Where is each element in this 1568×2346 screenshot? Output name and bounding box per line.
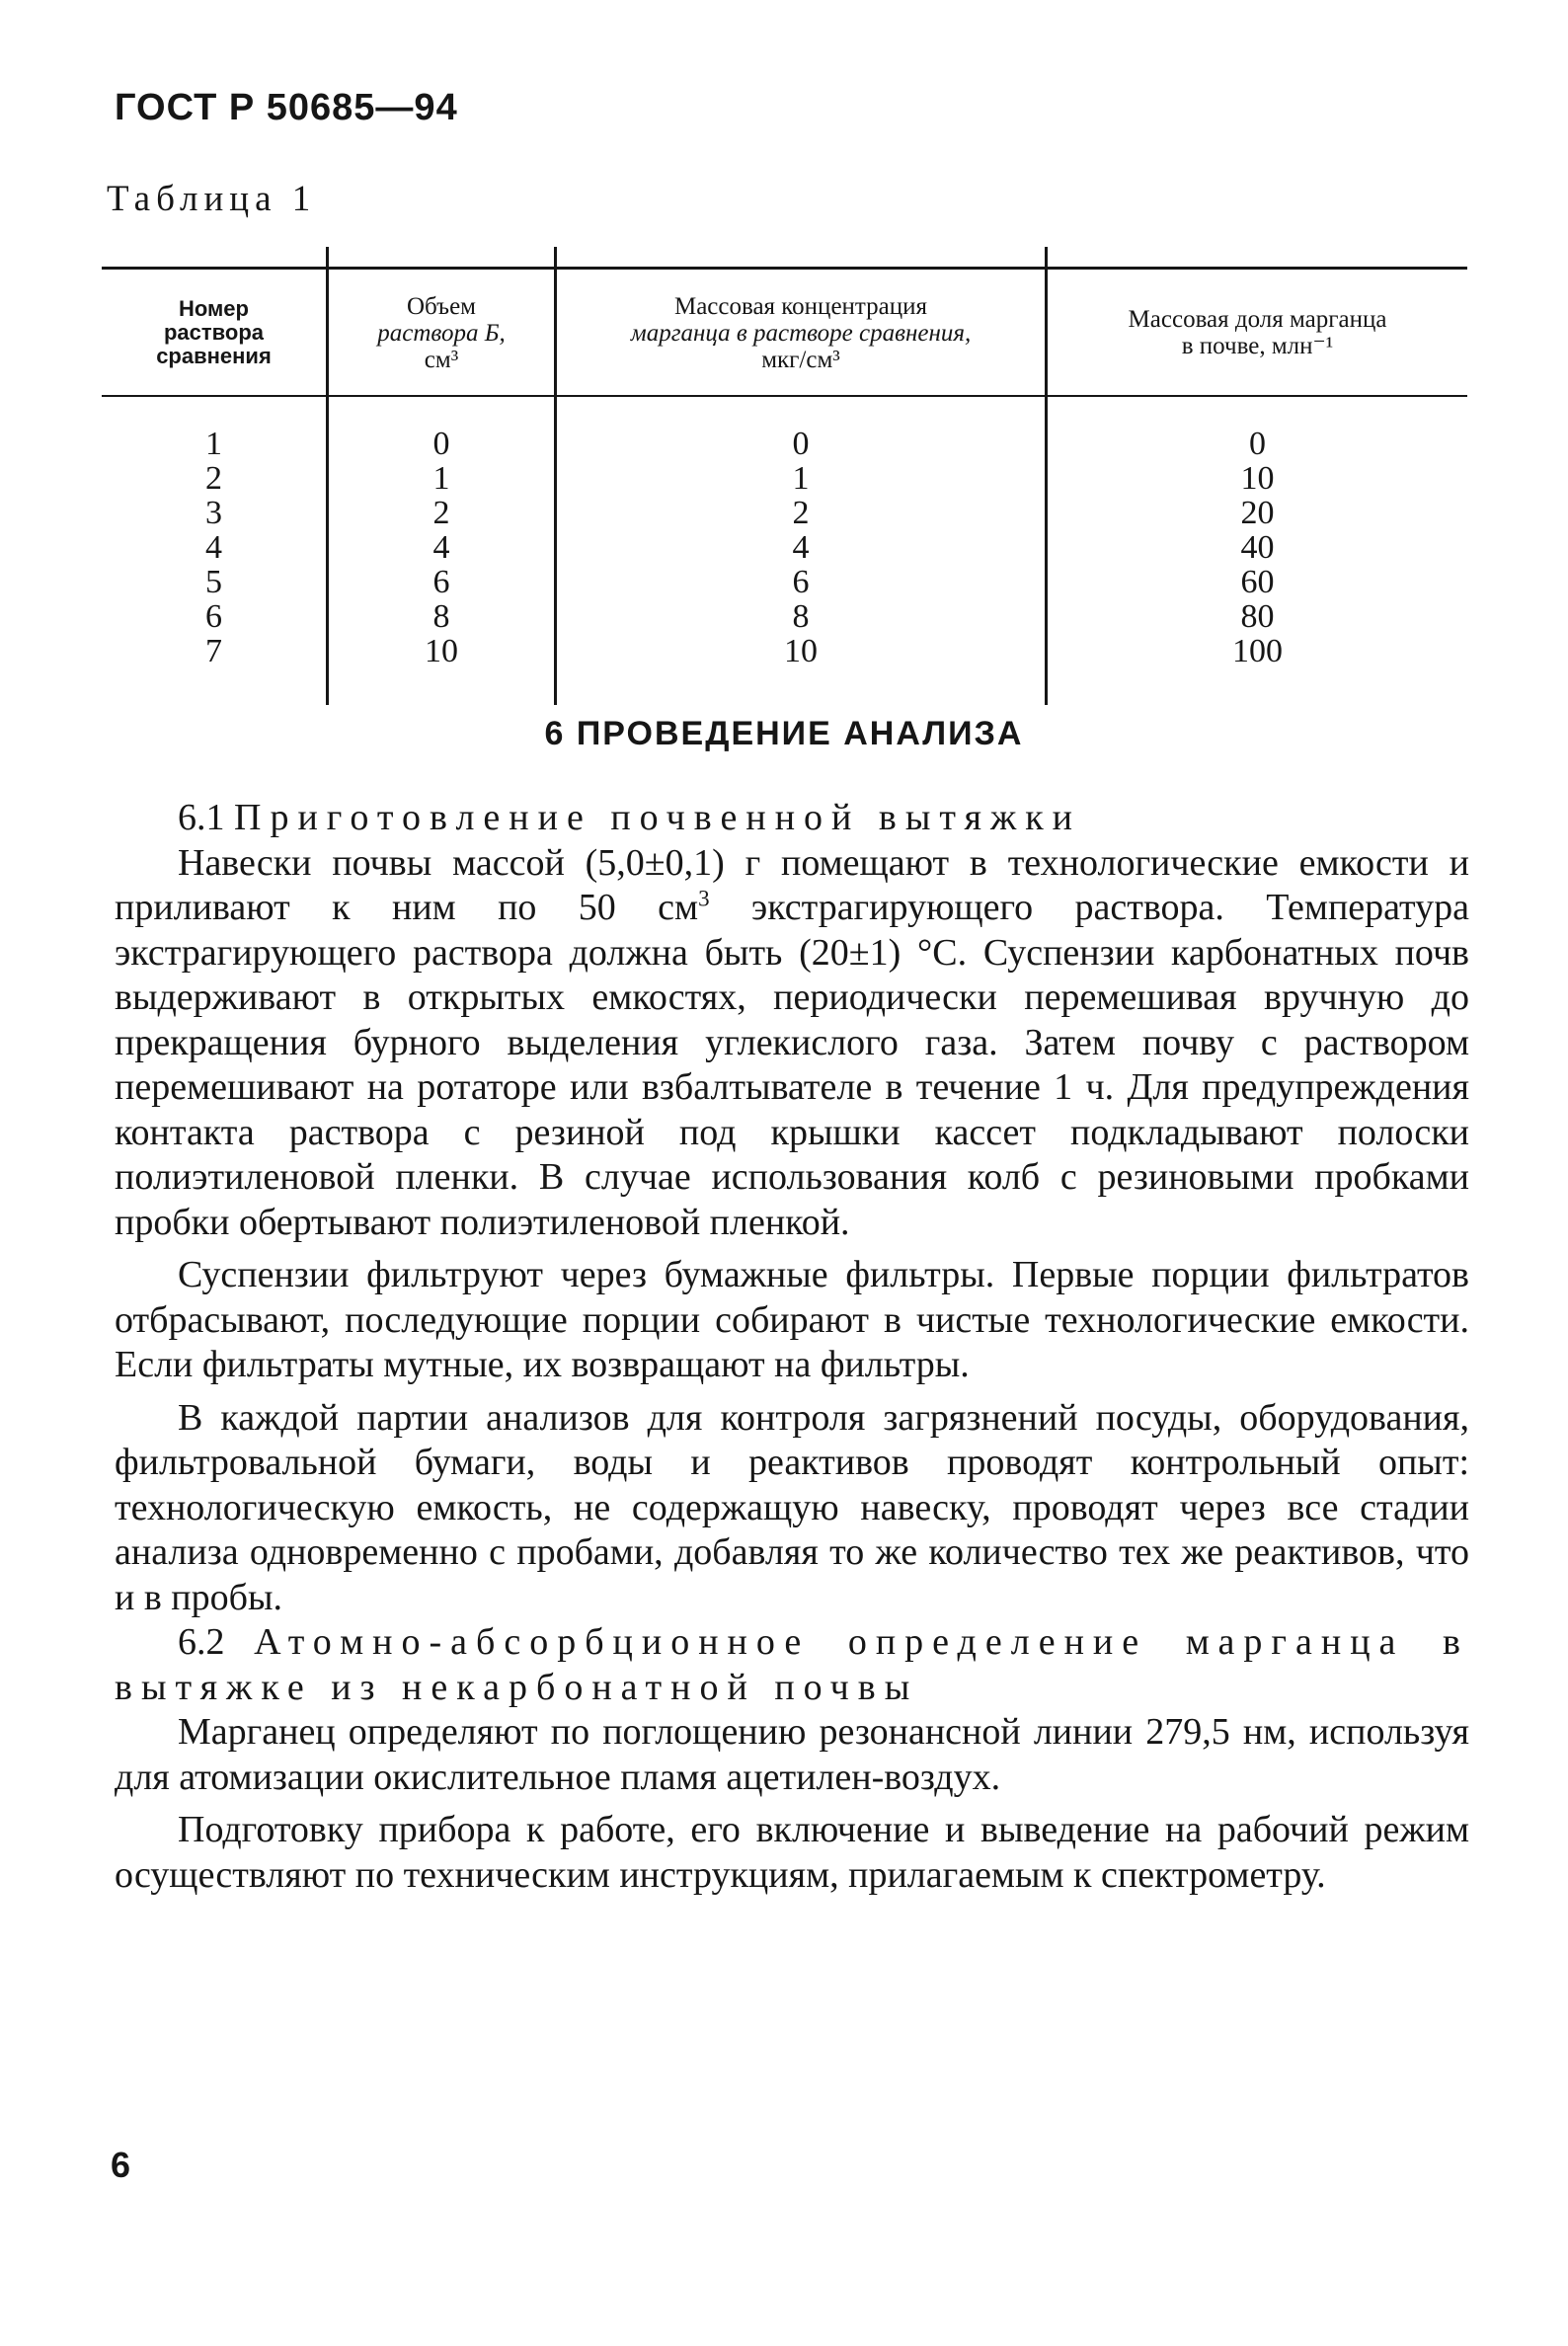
paragraph: Марганец определяют по поглощению резонансной линии 279,5 нм, используя для атомизации окислительное пламя ацетилен-воздух. xyxy=(115,1711,1469,1798)
table-cell: 5 xyxy=(205,564,222,600)
table-cell: 4 xyxy=(792,529,810,566)
table-cell: 100 xyxy=(1232,633,1283,669)
table-cell: 2 xyxy=(205,460,222,497)
table-cell: 8 xyxy=(792,598,810,635)
paragraph: В каждой партии анализов для контроля загрязнений посуды, оборудования, фильтровальной бумаги, воды и реактивов проводят контрольный опыт: технологическую емкость, не содержащую навеску, проводят через все стадии анализа одновременно с пробами, добавляя то же количество тех же реактивов, что и в пробы. xyxy=(115,1396,1469,1618)
table-cell: 6 xyxy=(792,564,810,600)
table-column-sample-number xyxy=(102,427,326,668)
table-cell: 2 xyxy=(432,495,450,531)
table-cell: 1 xyxy=(792,460,810,497)
table-cell: 3 xyxy=(205,495,222,531)
table-column-mass-fraction xyxy=(1048,427,1467,668)
table-cell: 1 xyxy=(432,460,450,497)
table-cell: 2 xyxy=(792,495,810,531)
page-number: 6 xyxy=(111,2145,131,2185)
section-title: 6 ПРОВЕДЕНИЕ АНАЛИЗА xyxy=(544,715,1024,752)
table-header-mass-fraction: Массовая доля марганца в почве, млн⁻¹ xyxy=(1128,306,1387,359)
table-cell: 0 xyxy=(432,426,450,462)
table-cell: 6 xyxy=(205,598,222,635)
table-cell: 80 xyxy=(1240,598,1275,635)
table-cell: 10 xyxy=(425,633,458,669)
subsection-heading: 6.1 Приготовление почвенной вытяжки xyxy=(178,797,1081,838)
paragraph: Подготовку прибора к работе, его включение и выведение на рабочий режим осуществляют по техническим инструкциям, прилагаемым к спектрометру. xyxy=(115,1809,1469,1896)
paragraph: Навески почвы массой (5,0±0,1) г помещают в технологические емкости и приливают к ним по 50 $см^3$ экстрагирующего раствора. Температура экстрагирующего раствора должна быть (20±1) °С. Суспензии карбонатных почв выдерживают в открытых емкостях, периодически перемешивая вручную до прекращения бурного выделения углекислого газа. Затем почву с раствором перемешивают на ротаторе или взбалтывателе в течение 1 ч. Для предупреждения контакта раствора с резиной под крышки кассет подкладывают полоски полиэтиленовой пленки. В случае использования колб с резиновыми пробками пробки обертывают полиэтиленовой пленкой. xyxy=(115,841,1470,1243)
table-caption: Таблица 1 xyxy=(107,179,317,219)
paragraph: Суспензии фильтруют через бумажные фильтры. Первые порции фильтратов отбрасывают, последующие порции собирают в чистые технологические емкости. Если фильтраты мутные, их возвращают на фильтры. xyxy=(115,1254,1469,1385)
table-header-sample-number: Номер раствора сравнения xyxy=(156,296,272,368)
table-column-volume xyxy=(329,427,554,668)
table-cell: 10 xyxy=(1240,460,1275,497)
table-header-rule xyxy=(102,395,1467,397)
table-cell: 0 xyxy=(1249,426,1266,462)
document-code: ГОСТ Р 50685—94 xyxy=(115,87,458,128)
table-cell: 8 xyxy=(432,598,450,635)
table-header-volume: Объем раствора Б, см³ xyxy=(377,292,506,373)
table-column-concentration xyxy=(557,427,1045,668)
table-cell: 40 xyxy=(1240,529,1275,566)
subsection-heading: 6.2 Атомно-абсорбционное определение марганца в вытяжке из некарбонатной почвы xyxy=(115,1621,1469,1708)
table-cell: 4 xyxy=(205,529,222,566)
table-cell: 10 xyxy=(784,633,818,669)
body-text xyxy=(115,796,1469,1898)
table-cell: 0 xyxy=(792,426,810,462)
table-cell: 6 xyxy=(432,564,450,600)
table-cell: 4 xyxy=(432,529,450,566)
table-cell: 20 xyxy=(1240,495,1275,531)
table-cell: 1 xyxy=(205,426,222,462)
table-header-concentration: Массовая концентрация марганца в растворе сравнения, мкг/см³ xyxy=(630,292,972,373)
table-cell: 7 xyxy=(205,633,222,669)
table-top-rule xyxy=(102,267,1467,270)
table-cell: 60 xyxy=(1240,564,1275,600)
